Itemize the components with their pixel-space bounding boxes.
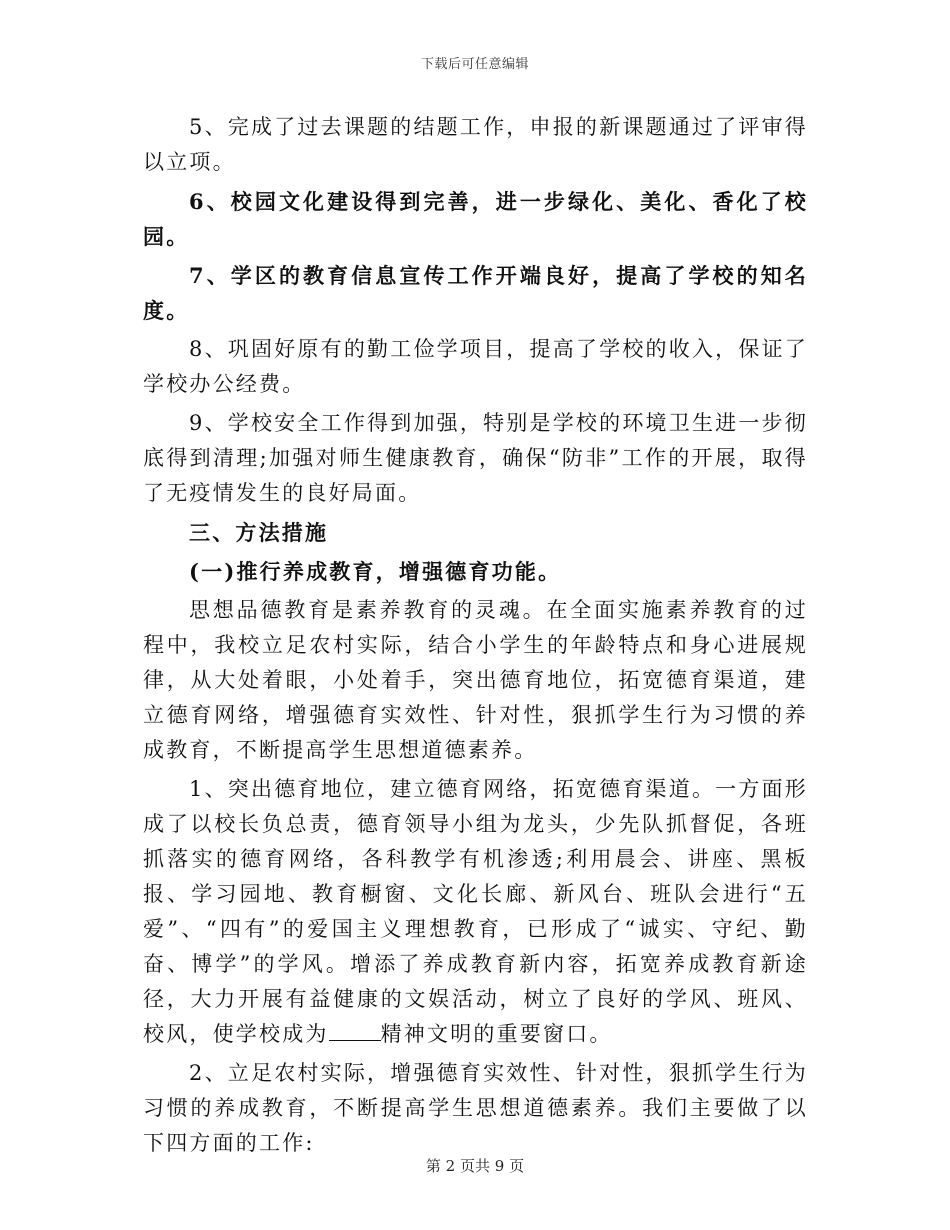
fill-in-blank	[329, 1022, 381, 1041]
paragraph-item-5: 5、完成了过去课题的结题工作，申报的新课题通过了评审得以立项。	[143, 115, 808, 174]
header-note: 下载后可任意编辑	[420, 57, 529, 72]
document-body	[143, 110, 808, 1165]
paragraph-measure-1	[143, 772, 808, 1052]
paragraph-item-7: 7、学区的教育信息宣传工作开端良好，提高了学校的知名度。	[143, 263, 808, 323]
section-heading-methods: 三、方法措施	[189, 520, 329, 545]
paragraph-item-6: 6、校园文化建设得到完善，进一步绿化、美化、香化了校园。	[143, 189, 808, 249]
paragraph-intro: 思想品德教育是素养教育的灵魂。在全面实施素养教育的过程中，我校立足农村实际，结合小学生的年龄特点和身心进展规律，从大处着眼，小处着手，突出德育地位，拓宽德育渠道，建立德育网络，增强德育实效性、针对性，狠抓学生行为习惯的养成教育，不断提高学生思想道德素养。	[143, 598, 808, 762]
subsection-heading-moral-education: (一)推行养成教育，增强德育功能。	[189, 559, 562, 584]
paragraph-measure-2: 2、立足农村实际，增强德育实效性、针对性，狠抓学生行为习惯的养成教育，不断提高学生思想道德素养。我们主要做了以下四方面的工作:	[143, 1061, 808, 1155]
measure-1-text-after-blank: 精神文明的重要窗口。	[380, 1022, 613, 1046]
paragraph-item-8: 8、巩固好原有的勤工俭学项目，提高了学校的收入，保证了学校办公经费。	[143, 337, 808, 396]
paragraph-item-9: 9、学校安全工作得到加强，特别是学校的环境卫生进一步彻底得到清理;加强对师生健康教育，确保“防非”工作的开展，取得了无疫情发生的良好局面。	[143, 411, 808, 505]
measure-1-text-before-blank: 1、突出德育地位，建立德育网络，拓宽德育渠道。一方面形成了以校长负总责，德育领导小组为龙头，少先队抓督促，各班抓落实的德育网络，各科教学有机渗透;利用晨会、讲座、黑板报、学习园地、教育橱窗、文化长廊、新风台、班队会进行“五爱”、“四有”的爱国主义理想教育，已形成了“诚实、守纪、勤奋、博学”的学风。增添了养成教育新内容，拓宽养成教育新途径，大力开展有益健康的文娱活动，树立了良好的学风、班风、校风，使学校成为	[143, 777, 808, 1046]
page-number: 第 2 页共 9 页	[425, 1157, 525, 1175]
